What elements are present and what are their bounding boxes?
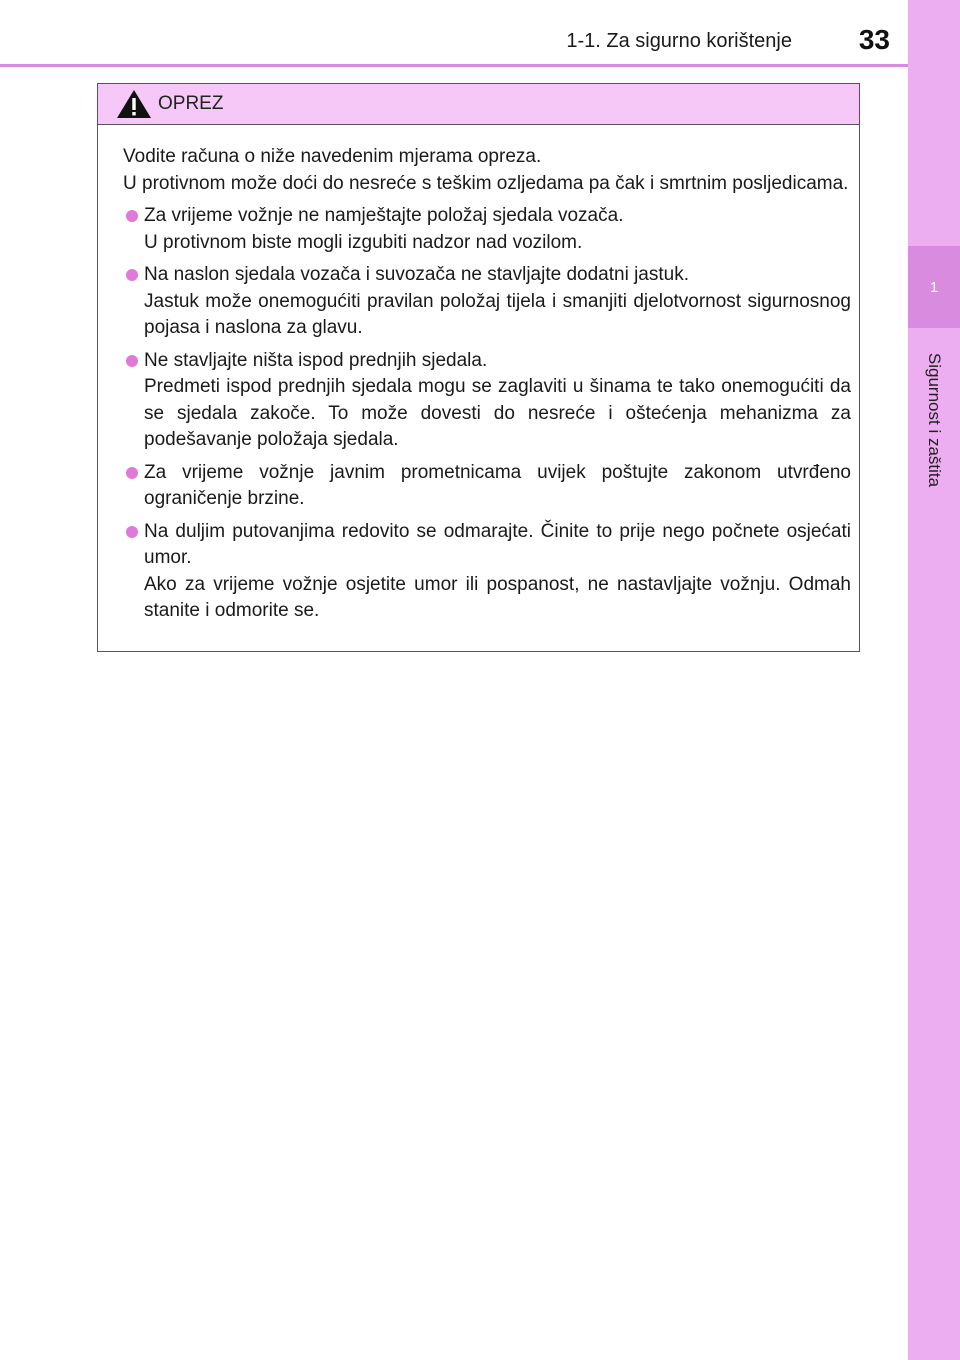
item-line: Na naslon sjedala vozača i suvozača ne stavljajte dodatni jastuk. [144,264,689,285]
caution-box [97,83,860,652]
list-item [123,262,851,342]
bullet-icon [126,467,138,479]
bullet-icon [126,526,138,538]
intro-line: U protivnom može doći do nesreće s teškim ozljedama pa čak i smrtnim posljedicama. [123,172,849,194]
intro-line: Vodite računa o niže navedenim mjerama opreza. [123,146,542,167]
chapter-number: 1 [908,246,960,328]
item-line: Predmeti ispod prednjih sjedala mogu se zaglaviti u šinama te tako onemogućiti da se sjedala zakoče. To može dovesti do nesreće i oštećenja mehanizma za podešavanje položaja sjedala. [144,376,851,450]
bullet-icon [126,210,138,222]
bullet-icon [126,269,138,281]
item-line: Ne stavljajte ništa ispod prednjih sjedala. [144,349,488,371]
list-item [123,460,851,513]
item-line: Za vrijeme vožnje javnim prometnicama uvijek poštujte zakonom utvrđeno ograničenje brzine. [144,461,851,509]
caution-intro [123,144,851,197]
list-item [123,348,851,454]
warning-triangle-icon [116,89,152,119]
item-line: U protivnom biste mogli izgubiti nadzor nad vozilom. [144,231,583,253]
header-divider [0,64,908,67]
caution-header [98,84,859,125]
caution-list [123,203,851,625]
section-title: 1-1. Za sigurno korištenje [566,30,792,52]
item-line: Ako za vrijeme vožnje osjetite umor ili pospanost, ne nastavljajte vožnju. Odmah stanite i odmorite se. [144,573,851,621]
page-number: 33 [858,24,890,55]
item-line: Za vrijeme vožnje ne namještajte položaj sjedala vozača. [144,205,624,226]
side-tab [908,0,960,1360]
caution-body [98,125,859,625]
list-item [123,203,851,256]
list-item [123,519,851,625]
chapter-label: Sigurnost i zaštita [925,352,944,488]
bullet-icon [126,355,138,367]
caution-title: OPREZ [158,93,224,114]
item-line: Na duljim putovanjima redovito se odmarajte. Činite to prije nego počnete osjećati umor. [144,520,851,568]
item-line: Jastuk može onemogućiti pravilan položaj tijela i smanjiti djelotvornost sigurnosnog pojasa i naslona za glavu. [144,290,851,338]
